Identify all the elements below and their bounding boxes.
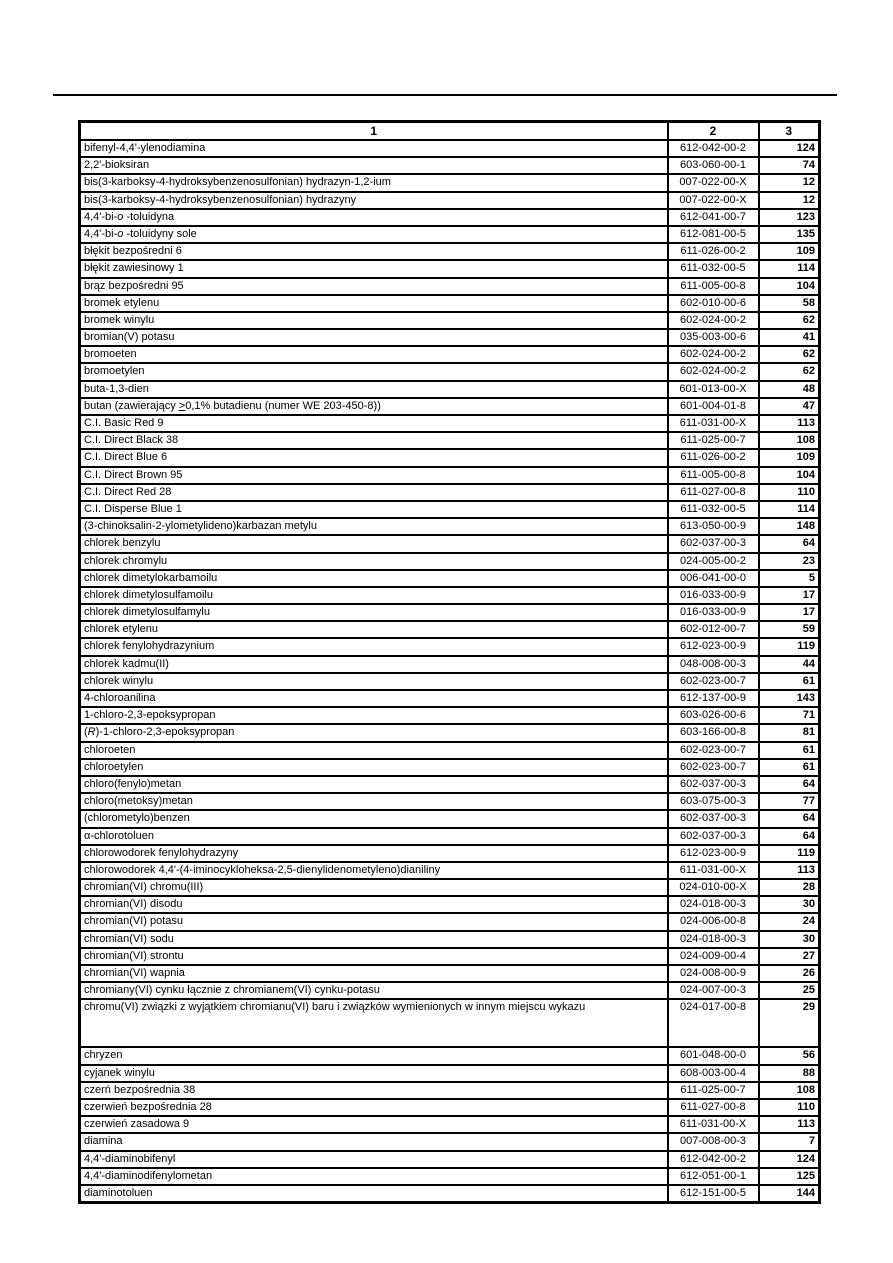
substance-name-cell: chromian(VI) sodu [80,931,668,948]
table-row [80,759,820,776]
page-number-cell: 29 [759,999,820,1047]
page-number-cell: 12 [759,174,820,191]
index-number-cell: 024-006-00-8 [668,913,759,930]
substance-name-cell: chlorek chromylu [80,553,668,570]
table-row [80,157,820,174]
page-number-cell: 47 [759,398,820,415]
substance-name-cell: cyjanek winylu [80,1065,668,1082]
substance-name-cell: brąz bezpośredni 95 [80,278,668,295]
index-number-cell: 016-033-00-9 [668,604,759,621]
table-header-row [80,122,820,141]
table-row [80,192,820,209]
substance-name-cell: chloro(fenylo)metan [80,776,668,793]
index-number-cell: 024-009-00-4 [668,948,759,965]
table-row [80,518,820,535]
table-row [80,432,820,449]
substance-name-cell: chlorek winylu [80,673,668,690]
page-number-cell: 109 [759,449,820,466]
substance-name-cell: chlorek etylenu [80,621,668,638]
index-number-cell: 024-008-00-9 [668,965,759,982]
table-row [80,724,820,741]
table-row [80,467,820,484]
table-row [80,793,820,810]
column-header-name: 1 [80,122,668,141]
page-number-cell: 113 [759,862,820,879]
table-row [80,243,820,260]
substance-name-cell: α-chlorotoluen [80,828,668,845]
substance-name-cell: C.I. Direct Red 28 [80,484,668,501]
page-number-cell: 124 [759,140,820,157]
substance-name-segment: o [117,227,124,240]
index-number-cell: 611-026-00-2 [668,449,759,466]
page-number-cell: 5 [759,570,820,587]
substance-name-cell: 4,4'-diaminobifenyl [80,1151,668,1168]
substance-name-segment: 4,4'-bi- [84,210,118,223]
index-number-cell: 602-010-00-6 [668,295,759,312]
index-number-cell: 611-027-00-8 [668,1099,759,1116]
table-row [80,140,820,157]
index-number-cell: 612-137-00-9 [668,690,759,707]
page-number-cell: 64 [759,810,820,827]
table-row [80,810,820,827]
index-number-cell: 035-003-00-6 [668,329,759,346]
table-row [80,673,820,690]
table-row [80,329,820,346]
substance-name-cell: chryzen [80,1047,668,1064]
table-row [80,363,820,380]
index-number-cell: 024-007-00-3 [668,982,759,999]
index-number-cell: 611-025-00-7 [668,432,759,449]
substance-name-cell: błękit zawiesinowy 1 [80,260,668,277]
index-number-cell: 611-032-00-5 [668,260,759,277]
substance-name-segment: ( [84,726,88,739]
table-row [80,999,820,1047]
substance-name-cell: chromian(VI) strontu [80,948,668,965]
substance-name-cell: błękit bezpośredni 6 [80,243,668,260]
index-number-cell: 613-050-00-9 [668,518,759,535]
table-row [80,845,820,862]
substance-name-cell: bifenyl-4,4'-ylenodiamina [80,140,668,157]
table-row [80,879,820,896]
table-row [80,226,820,243]
index-number-cell: 602-037-00-3 [668,776,759,793]
index-number-cell: 602-023-00-7 [668,759,759,776]
index-number-cell: 602-024-00-2 [668,363,759,380]
table-row [80,295,820,312]
index-number-cell: 602-024-00-2 [668,312,759,329]
substance-name-cell: chromian(VI) disodu [80,896,668,913]
table-row [80,1099,820,1116]
index-number-cell: 611-005-00-8 [668,278,759,295]
page-number-cell: 74 [759,157,820,174]
page-number-cell: 110 [759,1099,820,1116]
substance-name-cell: bis(3-karboksy-4-hydroksybenzenosulfonian) hydrazyny [80,192,668,209]
substance-name-cell [80,209,668,226]
substance-name-cell: chromian(VI) potasu [80,913,668,930]
index-number-cell: 612-051-00-1 [668,1168,759,1185]
table-row [80,1185,820,1203]
index-number-cell: 007-022-00-X [668,192,759,209]
page-number-cell: 56 [759,1047,820,1064]
index-number-cell: 612-042-00-2 [668,140,759,157]
substance-name-cell: chlorek kadmu(II) [80,656,668,673]
table-row [80,501,820,518]
table-row [80,484,820,501]
table-row [80,570,820,587]
page-number-cell: 144 [759,1185,820,1203]
page-number-cell: 61 [759,673,820,690]
substance-name-cell: chlorek benzylu [80,535,668,552]
index-number-cell: 024-010-00-X [668,879,759,896]
column-header-page: 3 [759,122,820,141]
page-number-cell: 64 [759,776,820,793]
table-row [80,690,820,707]
page-number-cell: 114 [759,260,820,277]
table-row [80,398,820,415]
substance-name-segment: 4,4'-bi- [84,227,118,240]
substance-name-cell: bromoeten [80,346,668,363]
page-number-cell: 113 [759,415,820,432]
table-row [80,742,820,759]
substance-name-cell: czerwień bezpośrednia 28 [80,1099,668,1116]
page-number-cell: 24 [759,913,820,930]
table-row [80,1065,820,1082]
index-number-cell: 612-081-00-5 [668,226,759,243]
table-row [80,1082,820,1099]
table-row [80,587,820,604]
table-row [80,1047,820,1064]
table-row [80,449,820,466]
substance-name-cell: chromian(VI) chromu(III) [80,879,668,896]
table-row [80,862,820,879]
page-number-cell: 30 [759,931,820,948]
substance-name-cell: chlorek fenylohydrazynium [80,638,668,655]
index-number-cell: 007-022-00-X [668,174,759,191]
index-number-cell: 024-018-00-3 [668,896,759,913]
table-row [80,278,820,295]
index-number-cell: 602-023-00-7 [668,673,759,690]
table-row [80,1151,820,1168]
table-row [80,638,820,655]
table-row [80,828,820,845]
substance-name-cell [80,724,668,741]
substance-name-cell: C.I. Direct Black 38 [80,432,668,449]
substance-table [78,120,821,1204]
substance-name-segment: butan (zawierający [84,399,179,412]
substance-name-segment: -toluidyny sole [123,227,197,240]
page-number-cell: 44 [759,656,820,673]
substance-name-cell: chloro(metoksy)metan [80,793,668,810]
substance-name-cell: buta-1,3-dien [80,381,668,398]
table-row [80,913,820,930]
substance-name-cell: 4,4'-diaminodifenylometan [80,1168,668,1185]
page-number-cell: 61 [759,759,820,776]
page-number-cell: 17 [759,604,820,621]
substance-name-segment: o [117,210,124,223]
substance-name-cell: (chlorometylo)benzen [80,810,668,827]
table-row [80,312,820,329]
index-number-cell: 611-032-00-5 [668,501,759,518]
page-number-cell: 23 [759,553,820,570]
table-row [80,776,820,793]
page-number-cell: 135 [759,226,820,243]
page-number-cell: 71 [759,707,820,724]
page-number-cell: 88 [759,1065,820,1082]
page-number-cell: 119 [759,638,820,655]
table-row [80,1168,820,1185]
substance-name-cell: chromian(VI) wapnia [80,965,668,982]
index-number-cell: 602-037-00-3 [668,828,759,845]
table-row [80,415,820,432]
index-number-cell: 602-012-00-7 [668,621,759,638]
table-header [80,122,820,141]
index-number-cell: 612-151-00-5 [668,1185,759,1203]
page-number-cell: 143 [759,690,820,707]
substance-name-cell: bromek etylenu [80,295,668,312]
substance-name-cell: C.I. Direct Blue 6 [80,449,668,466]
page-number-cell: 17 [759,587,820,604]
table-row [80,535,820,552]
page-number-cell: 59 [759,621,820,638]
table-body [80,140,820,1203]
table-row [80,656,820,673]
substance-name-cell: chlorek dimetylokarbamoilu [80,570,668,587]
substance-name-cell: chlorek dimetylosulfamylu [80,604,668,621]
index-number-cell: 611-027-00-8 [668,484,759,501]
substance-name-segment: -toluidyna [123,210,175,223]
table-row [80,707,820,724]
column-header-index: 2 [668,122,759,141]
substance-name-cell: C.I. Direct Brown 95 [80,467,668,484]
table-row [80,381,820,398]
index-number-cell: 608-003-00-4 [668,1065,759,1082]
substance-name-cell: czerń bezpośrednia 38 [80,1082,668,1099]
index-number-cell: 006-041-00-0 [668,570,759,587]
table-row [80,209,820,226]
index-number-cell: 603-075-00-3 [668,793,759,810]
page-number-cell: 108 [759,1082,820,1099]
page-number-cell: 104 [759,467,820,484]
substance-name-cell: 4-chloroanilina [80,690,668,707]
page-number-cell: 27 [759,948,820,965]
page-number-cell: 108 [759,432,820,449]
index-number-cell: 611-031-00-X [668,1116,759,1133]
substance-name-cell: bromian(V) potasu [80,329,668,346]
page-number-cell: 104 [759,278,820,295]
substance-name-segment: R [87,726,96,739]
page-number-cell: 25 [759,982,820,999]
table-row [80,896,820,913]
substance-name-cell [80,398,668,415]
substance-name-segment: > [178,399,186,412]
index-number-cell: 601-048-00-0 [668,1047,759,1064]
substance-name-segment: 0,1% butadienu (numer WE 203-450-8)) [185,399,381,412]
substance-name-cell: chloroetylen [80,759,668,776]
substance-name-cell: 1-chloro-2,3-epoksypropan [80,707,668,724]
page-number-cell: 125 [759,1168,820,1185]
index-number-cell: 611-031-00-X [668,415,759,432]
substance-name-cell [80,226,668,243]
substance-name-cell: diaminotoluen [80,1185,668,1203]
substance-name-cell: chromiany(VI) cynku łącznie z chromianem(VI) cynku-potasu [80,982,668,999]
page-number-cell: 41 [759,329,820,346]
table-row [80,604,820,621]
table-row [80,346,820,363]
index-number-cell: 016-033-00-9 [668,587,759,604]
page-number-cell: 62 [759,363,820,380]
index-number-cell: 601-004-01-8 [668,398,759,415]
substance-name-cell: chloroeten [80,742,668,759]
substance-name-cell: bromoetylen [80,363,668,380]
page-number-cell: 110 [759,484,820,501]
index-number-cell: 048-008-00-3 [668,656,759,673]
page-number-cell: 113 [759,1116,820,1133]
substance-name-cell: 2,2'-bioksiran [80,157,668,174]
table-row [80,621,820,638]
substance-name-cell: C.I. Basic Red 9 [80,415,668,432]
table-row [80,553,820,570]
index-number-cell: 024-005-00-2 [668,553,759,570]
table-row [80,1133,820,1150]
index-number-cell: 602-037-00-3 [668,810,759,827]
index-number-cell: 611-031-00-X [668,862,759,879]
index-number-cell: 612-041-00-7 [668,209,759,226]
index-number-cell: 602-023-00-7 [668,742,759,759]
index-number-cell: 602-024-00-2 [668,346,759,363]
index-number-cell: 611-026-00-2 [668,243,759,260]
index-number-cell: 601-013-00-X [668,381,759,398]
index-number-cell: 611-005-00-8 [668,467,759,484]
page-number-cell: 124 [759,1151,820,1168]
substance-name-cell: C.I. Disperse Blue 1 [80,501,668,518]
index-number-cell: 612-023-00-9 [668,638,759,655]
page-number-cell: 64 [759,828,820,845]
index-number-cell: 612-042-00-2 [668,1151,759,1168]
index-number-cell: 024-018-00-3 [668,931,759,948]
page-number-cell: 114 [759,501,820,518]
index-number-cell: 612-023-00-9 [668,845,759,862]
index-number-cell: 603-060-00-1 [668,157,759,174]
page-number-cell: 123 [759,209,820,226]
substance-name-cell: chlorek dimetylosulfamoilu [80,587,668,604]
index-number-cell: 603-166-00-8 [668,724,759,741]
substance-name-cell: bis(3-karboksy-4-hydroksybenzenosulfonian) hydrazyn-1,2-ium [80,174,668,191]
page-number-cell: 26 [759,965,820,982]
substance-name-cell: chromu(VI) związki z wyjątkiem chromianu(VI) baru i związków wymienionych w innym miejscu wykazu [80,999,668,1047]
table-row [80,931,820,948]
substance-name-cell: bromek winylu [80,312,668,329]
page-number-cell: 12 [759,192,820,209]
page-number-cell: 30 [759,896,820,913]
page-number-cell: 148 [759,518,820,535]
page-number-cell: 28 [759,879,820,896]
substance-name-segment: )-1-chloro-2,3-epoksypropan [95,726,235,739]
page-number-cell: 48 [759,381,820,398]
index-number-cell: 603-026-00-6 [668,707,759,724]
substance-name-cell: czerwień zasadowa 9 [80,1116,668,1133]
page-number-cell: 64 [759,535,820,552]
table-row [80,982,820,999]
page-number-cell: 81 [759,724,820,741]
table-row [80,948,820,965]
page-number-cell: 58 [759,295,820,312]
page-number-cell: 62 [759,312,820,329]
table-row [80,174,820,191]
index-number-cell: 024-017-00-8 [668,999,759,1047]
page-number-cell: 7 [759,1133,820,1150]
page-number-cell: 61 [759,742,820,759]
substance-name-cell: (3-chinoksalin-2-ylometylideno)karbazan metylu [80,518,668,535]
table-row [80,965,820,982]
page-number-cell: 119 [759,845,820,862]
table-row [80,260,820,277]
substance-name-cell: chlorowodorek fenylohydrazyny [80,845,668,862]
page-header-rule [53,94,837,96]
substance-name-cell: diamina [80,1133,668,1150]
index-number-cell: 611-025-00-7 [668,1082,759,1099]
table-row [80,1116,820,1133]
page-number-cell: 77 [759,793,820,810]
index-number-cell: 602-037-00-3 [668,535,759,552]
substance-name-cell: chlorowodorek 4,4'-(4-iminocykloheksa-2,5-dienylidenometyleno)dianiliny [80,862,668,879]
page-number-cell: 109 [759,243,820,260]
page-number-cell: 62 [759,346,820,363]
index-number-cell: 007-008-00-3 [668,1133,759,1150]
